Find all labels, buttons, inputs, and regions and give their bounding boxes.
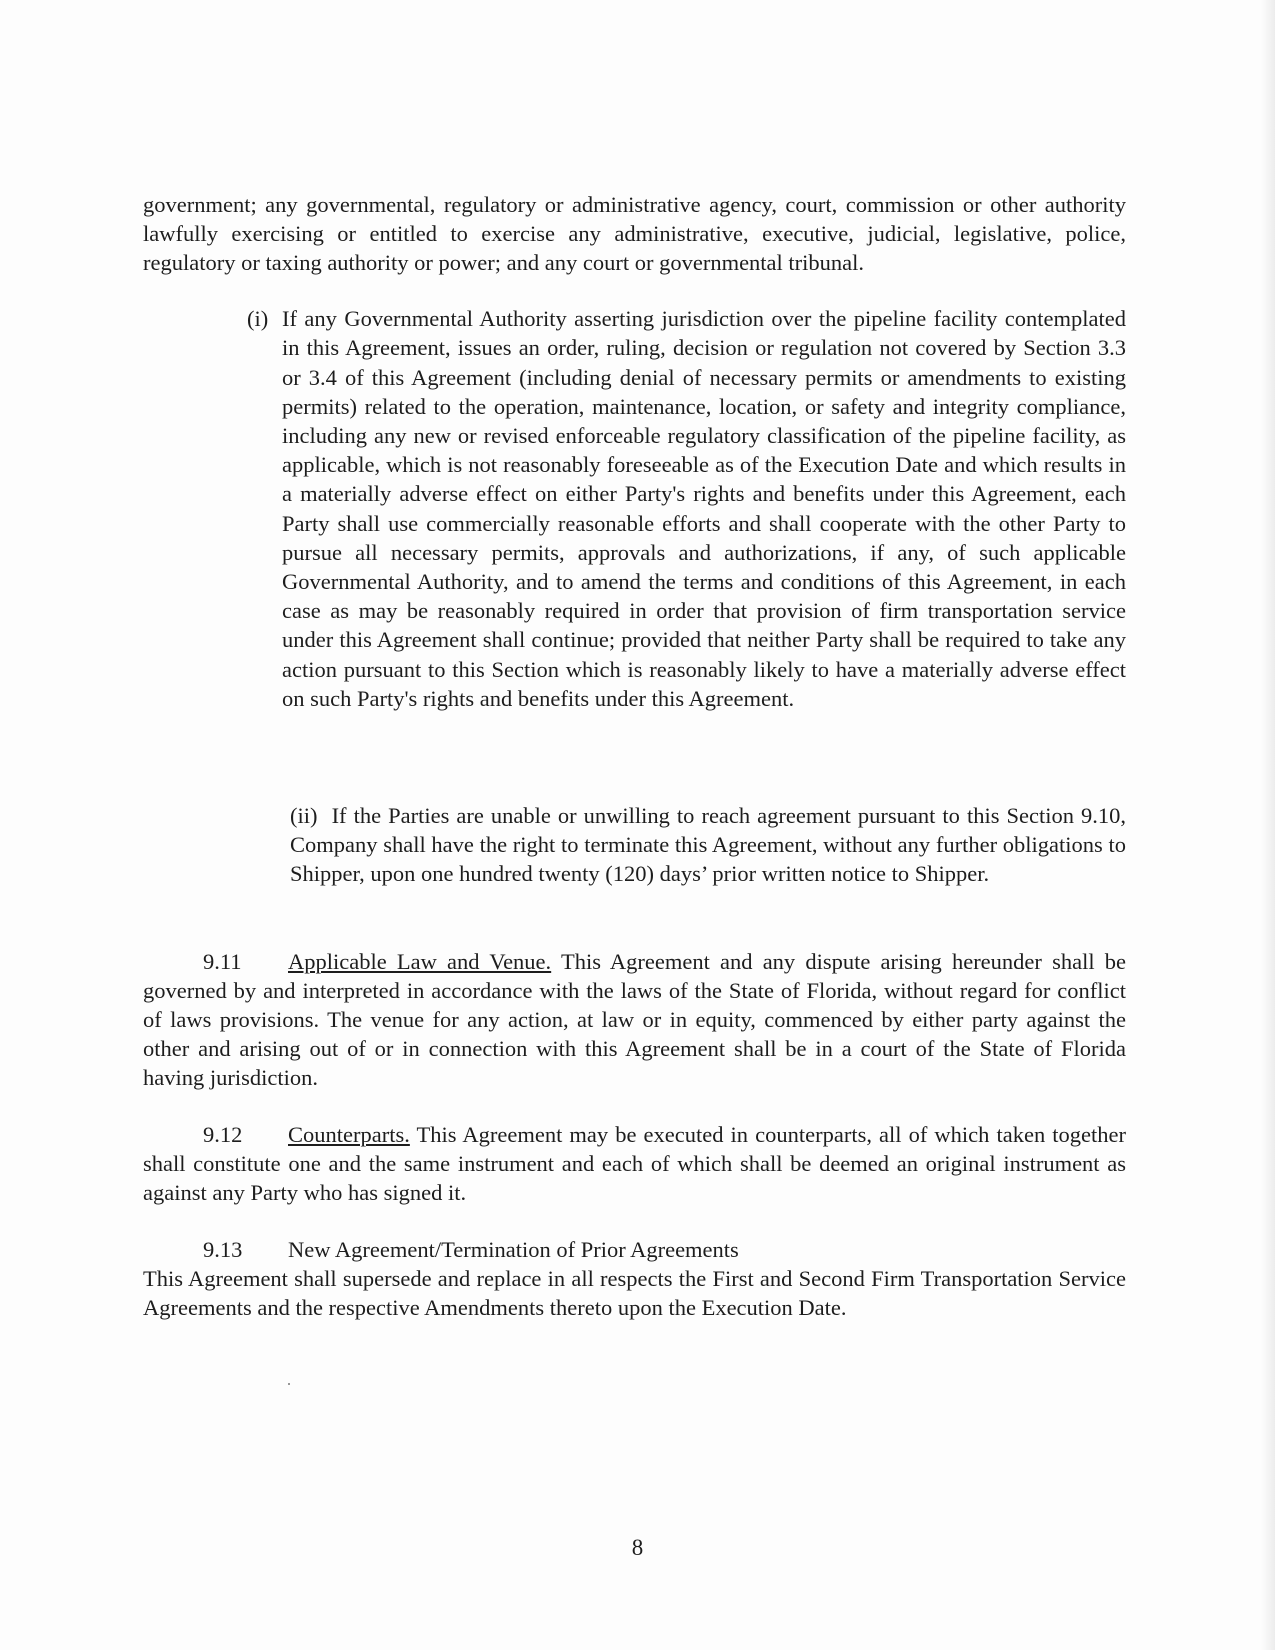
section-9-11 [143,947,1126,1092]
subsection-ii [290,801,1126,888]
section-9-12-title: Counterparts. [288,1122,410,1147]
section-9-13-text: This Agreement shall supersede and replace in all respects the First and Second Firm Transportation Service Agreements and the respective Amendments thereto upon the Execution Date. [143,1266,1126,1320]
section-9-11-title: Applicable Law and Venue. [288,949,552,974]
section-9-11-number: 9.11 [203,949,242,974]
section-9-12-number: 9.12 [203,1122,243,1147]
section-9-13 [143,1235,1126,1322]
section-9-13-heading [143,1235,1126,1264]
page-number: 8 [631,1535,644,1560]
page-edge-shadow [1261,0,1275,1650]
subsection-i [247,304,1126,713]
section-9-12-text: This Agreement may be executed in counterparts, all of which taken together shall constitute one and the same instrument and each of which shall be deemed an original instrument as against any Party who has signed it. [143,1122,1126,1205]
section-9-13-title: New Agreement/Termination of Prior Agreements [288,1237,739,1262]
subsection-i-marker: (i) [247,306,269,331]
subsection-ii-marker: (ii) [290,803,318,828]
section-9-11-text: This Agreement and any dispute arising hereunder shall be governed by and interpreted in accordance with the laws of the State of Florida, without regard for conflict of laws provisions. The venue for any action, at law or in equity, commenced by either party against the other and arising out of or in connection with this Agreement shall be in a court of the State of Florida having jurisdiction. [143,949,1126,1090]
subsection-ii-text: If the Parties are unable or unwilling to reach agreement pursuant to this Section 9.10, Company shall have the right to terminate this Agreement, without any further obligations to Shipper, upon one hundred twenty (120) days’ prior written notice to Shipper. [290,803,1127,886]
intro-paragraph: government; any governmental, regulatory or administrative agency, court, commission or other authority lawfully exercising or entitled to exercise any administrative, executive, judicial, legislative, police, regulatory or taxing authority or power; and any court or governmental tribunal. [143,192,1126,275]
section-9-13-number: 9.13 [203,1237,243,1262]
subsection-i-text: If any Governmental Authority asserting jurisdiction over the pipeline facility contemplated in this Agreement, issues an order, ruling, decision or regulation not covered by Section 3.3 or 3.4 of this Agreement (including denial of necessary permits or amendments to existing permits) related to the operation, maintenance, location, or safety and integrity compliance, including any new or revised enforceable regulatory classification of the pipeline facility, as applicable, which is not reasonably foreseeable as of the Execution Date and which results in a materially adverse effect on either Party's rights and benefits under this Agreement, each Party shall use commercially reasonable efforts and shall cooperate with the other Party to pursue all necessary permits, approvals and authorizations, if any, of such applicable Governmental Authority, and to amend the terms and conditions of this Agreement, in each case as may be reasonably required in order that provision of firm transportation service under this Agreement shall continue; provided that neither Party shall be required to take any action pursuant to this Section which is reasonably likely to have a materially adverse effect on such Party's rights and benefits under this Agreement. [282,306,1126,711]
section-9-12 [143,1120,1126,1207]
scan-speck [288,1383,290,1385]
